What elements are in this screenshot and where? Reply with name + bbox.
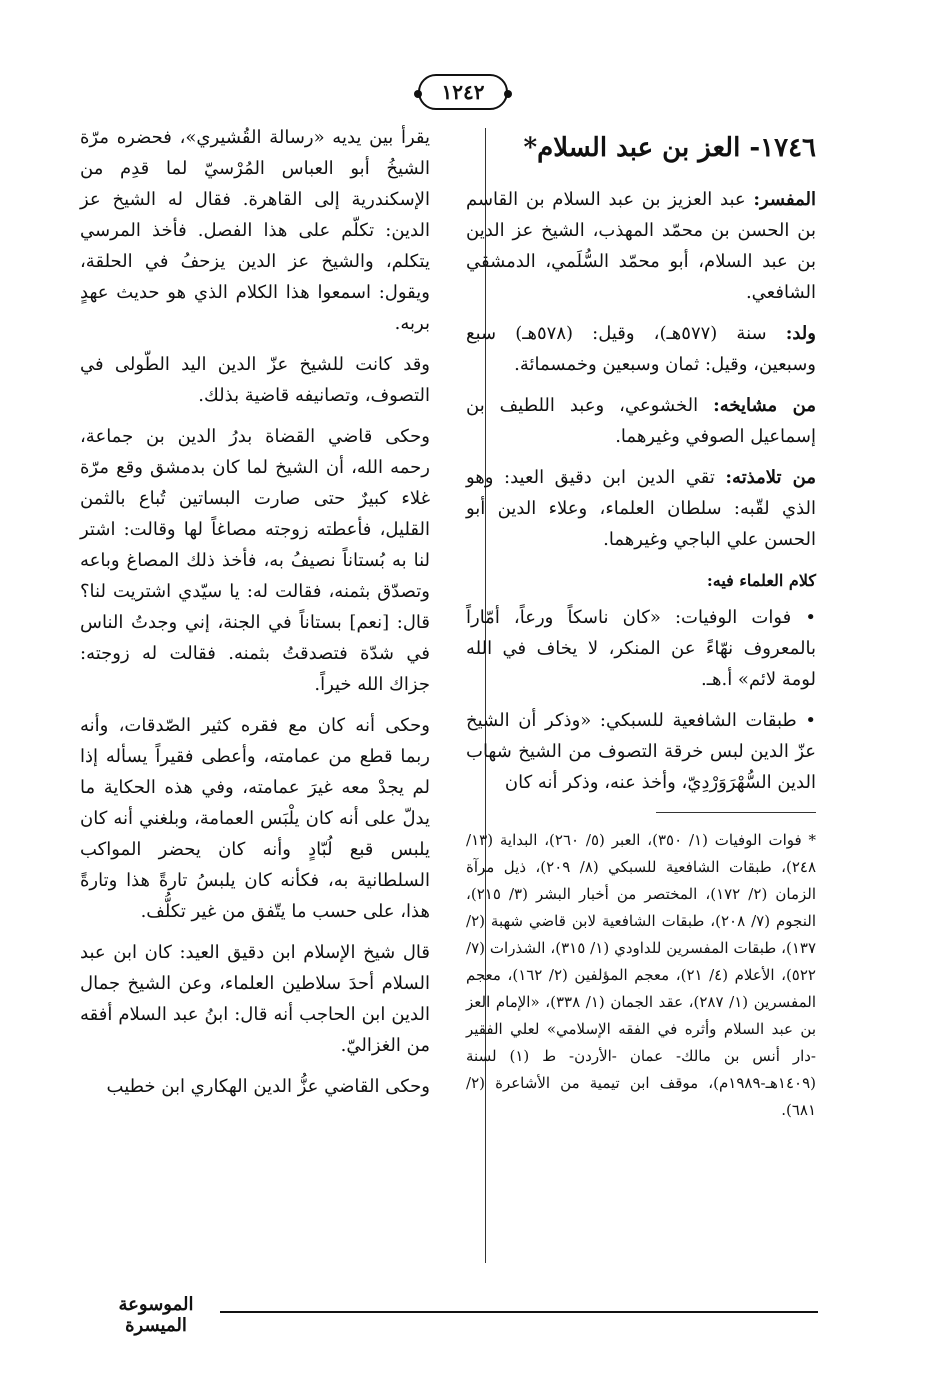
birth-paragraph bbox=[466, 318, 816, 380]
left-paragraph: وحكى القاضي عزُّ الدين الهكاري ابن خطيب bbox=[106, 1076, 430, 1097]
left-paragraph: وحكى أنه كان مع فقره كثير الصّدقات، وأنه ربما قطع من عمامته، وأعطى فقيراً يسأله إذا لم يجدْ معه غيرَ عمامته، وفي هذه الحكاية ما يدلّ على أنه كان يلْبَس العمامة، وبلغني أنه كان يلبس قبع لُبّادٍ وأنه كان يحضر المواكب السلطانية به، فكأنه كان يلبسُ تارةً هذا وتارةً هذا، على حسب ما يتّفق من غير تكلُّف. bbox=[80, 715, 430, 922]
quote-fawat: • فوات الوفيات: «كان ناسكاً ورعاً، أمّاراً بالمعروف نهّاءً عن المنكر، لا يخاف في الله لومة لائم» أ.هـ. bbox=[466, 607, 816, 690]
mufassir-paragraph bbox=[466, 184, 816, 308]
students-label: من تلامذته: bbox=[725, 467, 816, 488]
birth-label: ولد: bbox=[785, 323, 816, 344]
birth-text: سنة (٥٧٧هـ)، وقيل: (٥٧٨هـ) سبع وسبعين، وقيل: ثمان وسبعين وخمسمائة. bbox=[466, 323, 816, 375]
left-paragraph: وحكى قاضي القضاة بدرُ الدين بن جماعة، رحمه الله، أن الشيخ لما كان بدمشق وقع مرّة غلاء كبيرٌ حتى صارت البساتين تُباع بالثمن القليل، فأعطته زوجته مصاغاً لها وقالت: اشتر لنا به بُستاناً نصيفُ به، فأخذ ذلك المصاغ وباعه وتصدّق بثمنه، فقالت له: يا سيّدي اشتريت لنا؟ قال: [نعم] بستاناً في الجنة، إني وجدتُ الناس في شدّة فتصدقتُ بثمنه. فقالت له زوجته: جزاك الله خيراً. bbox=[80, 426, 430, 695]
teachers-paragraph bbox=[466, 390, 816, 452]
quote-tabaqat: • طبقات الشافعية للسبكي: «وذكر أن الشيخ عزّ الدين لبس خرقة التصوف من الشيخ شهاب الدين السُّهْرَوَرْدِيّ، وأخذ عنه، وذكر أنه كان bbox=[466, 710, 816, 793]
left-column bbox=[80, 122, 430, 1112]
left-paragraph: قال شيخ الإسلام ابن دقيق العيد: كان ابن عبد السلام أحدَ سلاطين العلماء، وعن الشيخ جمال الدين ابن الحاجب أنه قال: ابنُ عبد السلام أفقه من الغزاليّ. bbox=[80, 942, 430, 1056]
teachers-label: من مشايخه: bbox=[713, 395, 816, 416]
students-text: تقي الدين ابن دقيق العيد: وهو الذي لقّبه: سلطان العلماء، وعلاء الدين أبو الحسن علي الباجي وغيرهما. bbox=[466, 467, 816, 550]
mufassir-label: المفسر: bbox=[753, 189, 816, 210]
article-title: ١٧٤٦- العز بن عبد السلام* bbox=[523, 133, 816, 163]
footnote-rule bbox=[656, 812, 816, 813]
left-paragraph: يقرأ بين يديه «رسالة القُشيري»، فحضره مرّة الشيخُ أبو العباس المُرْسيّ لما قدِم من الإسكندرية إلى القاهرة. فقال له الشيخ عز الدين: تكلّم على هذا الفصل. فأخذ المرسي يتكلم، والشيخ عز الدين يزحفُ في الحلقة، ويقول: اسمعوا هذا الكلام الذي هو حديث عهدٍ بربه. bbox=[80, 127, 430, 334]
footer-rule bbox=[220, 1311, 818, 1313]
mufassir-text: عبد العزيز بن عبد السلام بن القاسم بن الحسن بن محمّد المهذب، الشيخ عز الدين بن عبد السلام، أبو محمّد السُّلَمي، الدمشقي الشافعي. bbox=[466, 189, 816, 303]
footnote-sources: * فوات الوفيات (١/ ٣٥٠)، العبر (٥/ ٢٦٠)، البداية (١٣/ ٢٤٨)، طبقات الشافعية للسبكي (٨/ ٢٠٩)، ذيل مرآة الزمان (٢/ ١٧٢)، المختصر من أخبار البشر (٣/ ٢١٥)، النجوم (٧/ ٢٠٨)، طبقات الشافعية لابن قاضي شهبة (٢/ ١٣٧)، طبقات المفسرين للداودي (١/ ٣١٥)، الشذرات (٧/ ٥٢٢)، الأعلام (٤/ ٢١)، معجم المؤلفين (٢/ ١٦٢)، معجم المفسرين (١/ ٢٨٧)، عقد الجمان (١/ ٣٣٨)، «الإمام العز بن عبد السلام وأثره في الفقه الإسلامي» لعلي الفقير -دار أنس بن مالك- عمان -الأردن- ط (١) لسنة (١٤٠٩هـ-١٩٨٩م)، موقف ابن تيمية من الأشاعرة (٢/ ٦٨١). bbox=[466, 831, 817, 1119]
students-paragraph bbox=[466, 462, 816, 555]
teachers-text: الخشوعي، وعبد اللطيف بن إسماعيل الصوفي وغيرهما. bbox=[466, 395, 816, 447]
right-column bbox=[466, 120, 816, 1124]
left-paragraph: وقد كانت للشيخ عزّ الدين اليد الطّولى في التصوف، وتصانيفه قاضية بذلك. bbox=[80, 354, 430, 406]
page-number: ١٢٤٢ bbox=[418, 74, 508, 110]
footer-title: الموسوعة الميسرة bbox=[118, 1294, 194, 1336]
scholars-heading: كلام العلماء فيه: bbox=[706, 571, 816, 590]
